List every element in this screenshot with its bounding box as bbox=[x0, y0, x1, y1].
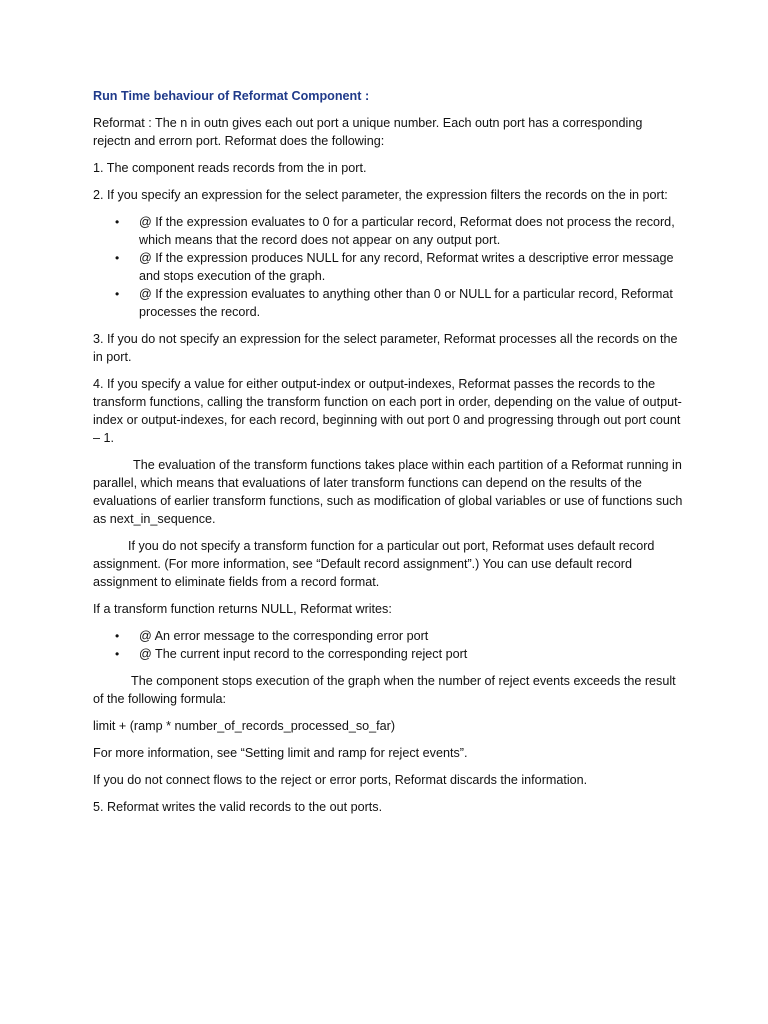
list-item-text: @ An error message to the corresponding error port bbox=[139, 629, 429, 643]
bullet-icon: • bbox=[115, 215, 120, 229]
list-item-text: @ If the expression evaluates to 0 for a particular record, Reformat does not process the record, which means that the record does not appear on any output port. bbox=[139, 215, 675, 247]
list-item bbox=[93, 285, 683, 321]
document-title: Run Time behaviour of Reformat Component : bbox=[93, 89, 370, 103]
step-5: 5. Reformat writes the valid records to the out ports. bbox=[93, 800, 383, 814]
stops-paragraph: The component stops execution of the graph when the number of reject events exceeds the result of the following formula: bbox=[93, 674, 676, 706]
step-3: 3. If you do not specify an expression for the select parameter, Reformat processes all the records on the in port. bbox=[93, 332, 678, 364]
list-item bbox=[93, 213, 683, 249]
bullet-icon: • bbox=[115, 251, 120, 265]
list-item bbox=[93, 645, 683, 663]
default-assignment-paragraph: If you do not specify a transform function for a particular out port, Reformat uses default record assignment. (For more information, see “Default record assignment”.) You can use default record assignment to eliminate fields from a record format. bbox=[93, 539, 655, 589]
null-paragraph: If a transform function returns NULL, Reformat writes: bbox=[93, 602, 392, 616]
bullet-icon: • bbox=[115, 629, 120, 643]
more-info-paragraph: For more information, see “Setting limit and ramp for reject events”. bbox=[93, 746, 468, 760]
step-1: 1. The component reads records from the in port. bbox=[93, 161, 367, 175]
evaluation-paragraph: The evaluation of the transform functions takes place within each partition of a Reformat running in parallel, which means that evaluations of later transform functions can depend on the results of the evaluations of earlier transform functions, such as modification of global variables or use of functions such as next_in_sequence. bbox=[93, 458, 683, 526]
list-item bbox=[93, 249, 683, 285]
step-2: 2. If you specify an expression for the select parameter, the expression filters the records on the in port: bbox=[93, 188, 668, 202]
no-connect-paragraph: If you do not connect flows to the reject or error ports, Reformat discards the information. bbox=[93, 773, 588, 787]
list-item-text: @ If the expression evaluates to anything other than 0 or NULL for a particular record, Reformat processes the record. bbox=[139, 287, 673, 319]
step-4: 4. If you specify a value for either output-index or output-indexes, Reformat passes the records to the transform functions, calling the transform function on each port in order, depending on the value of output-index or output-indexes, for each record, beginning with out port 0 and progressing through out port count – 1. bbox=[93, 377, 682, 445]
formula: limit + (ramp * number_of_records_processed_so_far) bbox=[93, 719, 396, 733]
select-expression-bullets bbox=[93, 213, 683, 321]
list-item bbox=[93, 627, 683, 645]
bullet-icon: • bbox=[115, 647, 120, 661]
list-item-text: @ If the expression produces NULL for any record, Reformat writes a descriptive error message and stops execution of the graph. bbox=[139, 251, 674, 283]
intro-paragraph: Reformat : The n in outn gives each out port a unique number. Each outn port has a corresponding rejectn and errorn port. Reformat does the following: bbox=[93, 116, 643, 148]
null-bullets bbox=[93, 627, 683, 663]
bullet-icon: • bbox=[115, 287, 120, 301]
list-item-text: @ The current input record to the corresponding reject port bbox=[139, 647, 468, 661]
document-page bbox=[93, 86, 683, 825]
